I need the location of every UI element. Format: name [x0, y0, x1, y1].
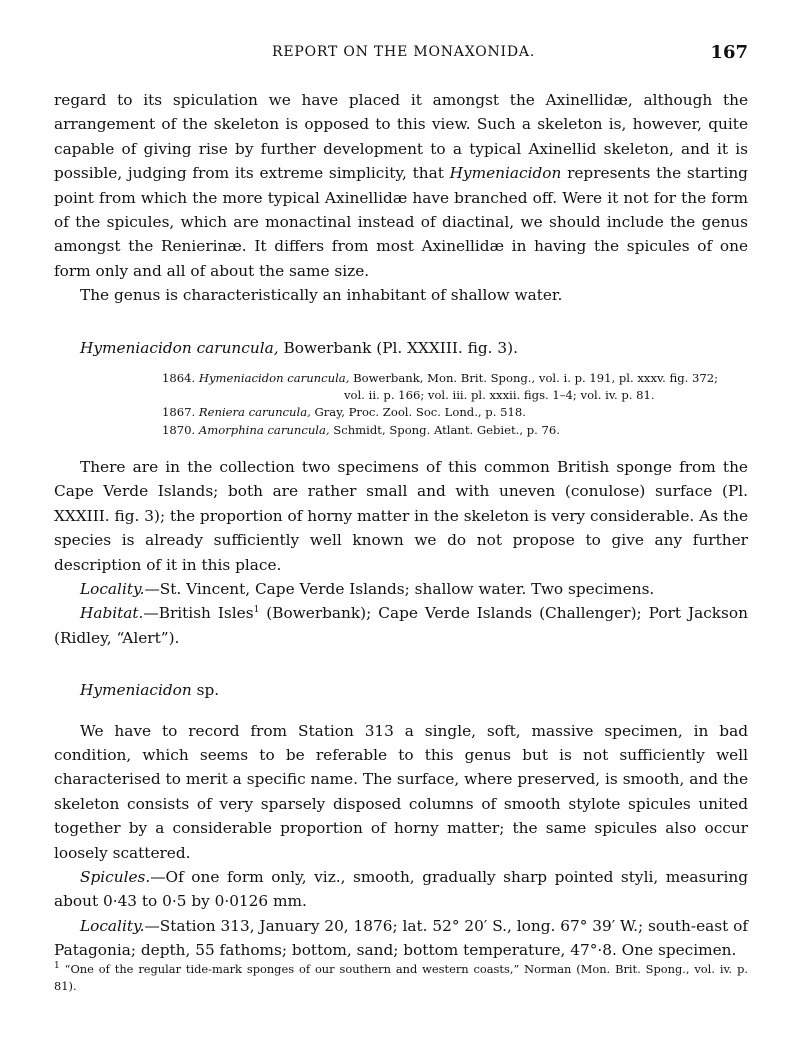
paragraph-shallow-water: The genus is characteristically an inhabitant of shallow water. [80, 286, 563, 305]
ref-name: Amorphina caruncula, [198, 422, 330, 437]
paragraph-axinellidae [54, 88, 748, 283]
species-heading-caruncula [54, 336, 748, 360]
locality-line [54, 914, 748, 963]
ref-name: Hymeniacidon caruncula, [198, 371, 350, 386]
ref-year: 1864. [162, 371, 196, 386]
page-number: 167 [710, 42, 748, 63]
footnote-text: “One of the regular tide-mark sponges of our southern and western coasts,” Norman (Mon. Brit. Spong., vol. iv. p. 81). [54, 962, 748, 993]
synonymy-entry [162, 422, 748, 439]
habitat-line [54, 601, 748, 650]
locality-line [54, 577, 748, 601]
species-name: Hymeniacidon [80, 681, 192, 700]
habitat-text: —British Isles [143, 604, 254, 623]
paragraph-text: represents the starting point from which the more typical Axinellidæ have branched off. Were it not for the form of the spicules, which are monactinal instead of diactinal, we should include the genus amongst the Renierinæ. It differs from most Axinellidæ in having the spicules of one form only and all of about the same size. [54, 164, 748, 280]
synonymy-list [54, 370, 748, 439]
page-header [54, 44, 748, 66]
species-heading-sp [54, 678, 748, 702]
locality-label: Locality. [80, 916, 145, 935]
genus-name: Hymeniacidon [449, 164, 562, 183]
ref-text: Bowerbank, Mon. Brit. Spong., vol. i. p. 191, pl. xxxv. fig. 372; [353, 371, 719, 386]
ref-name: Reniera caruncula, [198, 405, 311, 420]
footnote-marker[interactable]: 1 [253, 605, 260, 616]
species-description: There are in the collection two specimens of this common British sponge from the Cape Verde Islands; both are rather small and with uneven (conulose) surface (Pl. XXXIII. fig. 3); the proportion of horny matter in the skeleton is very considerable. As the species is already sufficiently well known we do not propose to give any further description of it in this place. [54, 457, 748, 574]
ref-year: 1867. [162, 405, 196, 420]
synonymy-entry [162, 370, 748, 387]
species-suffix: sp. [196, 681, 220, 700]
locality-text: —Station 313, January 20, 1876; lat. 52° 20′ S., long. 67° 39′ W.; south-east of Patagonia; depth, 55 fathoms; bottom, sand; bottom temperature, 47°·8. One specimen. [54, 916, 748, 960]
habitat-label: Habitat. [80, 604, 144, 623]
footnote [54, 961, 748, 995]
ref-year: 1870. [162, 422, 196, 437]
running-title: REPORT ON THE MONAXONIDA. [272, 44, 536, 60]
species-description: We have to record from Station 313 a single, soft, massive specimen, in bad condition, which seems to be referable to this genus but is not sufficiently well characterised to merit a specific name. The surface, where preserved, is smooth, and the skeleton consists of very sparsely disposed columns of smooth stylote spicules united together by a considerable proportion of horny matter; the same spicules also occur loosely scattered. [54, 721, 748, 862]
locality-label: Locality. [80, 579, 145, 598]
footnote-number: 1 [54, 961, 60, 972]
spicules-text: —Of one form only, viz., smooth, gradually sharp pointed styli, measuring about 0·43 to 0·5 by 0·0126 mm. [54, 867, 748, 911]
paragraph-text: regard to its spiculation we have placed it amongst the Axinellidæ, although the arrangement of the skeleton is opposed to this view. Such a skeleton is, however, quite capable of giving rise by further development to a typical Axinellid skeleton, and it is possible, judging from its extreme simplicity, that [54, 91, 748, 183]
species-name: Hymeniacidon caruncula, [80, 338, 279, 357]
synonymy-continuation: vol. ii. p. 166; vol. iii. pl. xxxii. figs. 1–4; vol. iv. p. 81. [344, 388, 655, 403]
ref-text: Gray, Proc. Zool. Soc. Lond., p. 518. [314, 405, 526, 420]
locality-text: —St. Vincent, Cape Verde Islands; shallow water. Two specimens. [144, 579, 655, 598]
body-text [54, 88, 748, 963]
habitat-text: (Bowerbank); Cape Verde Islands (Challenger); Port Jackson (Ridley, “Alert”). [54, 604, 748, 647]
synonymy-entry [162, 404, 748, 421]
ref-text: Schmidt, Spong. Atlant. Gebiet., p. 76. [333, 422, 560, 437]
spicules-label: Spicules. [80, 867, 151, 886]
spicules-line [54, 865, 748, 914]
species-authority: Bowerbank (Pl. XXXIII. fig. 3). [283, 338, 518, 357]
